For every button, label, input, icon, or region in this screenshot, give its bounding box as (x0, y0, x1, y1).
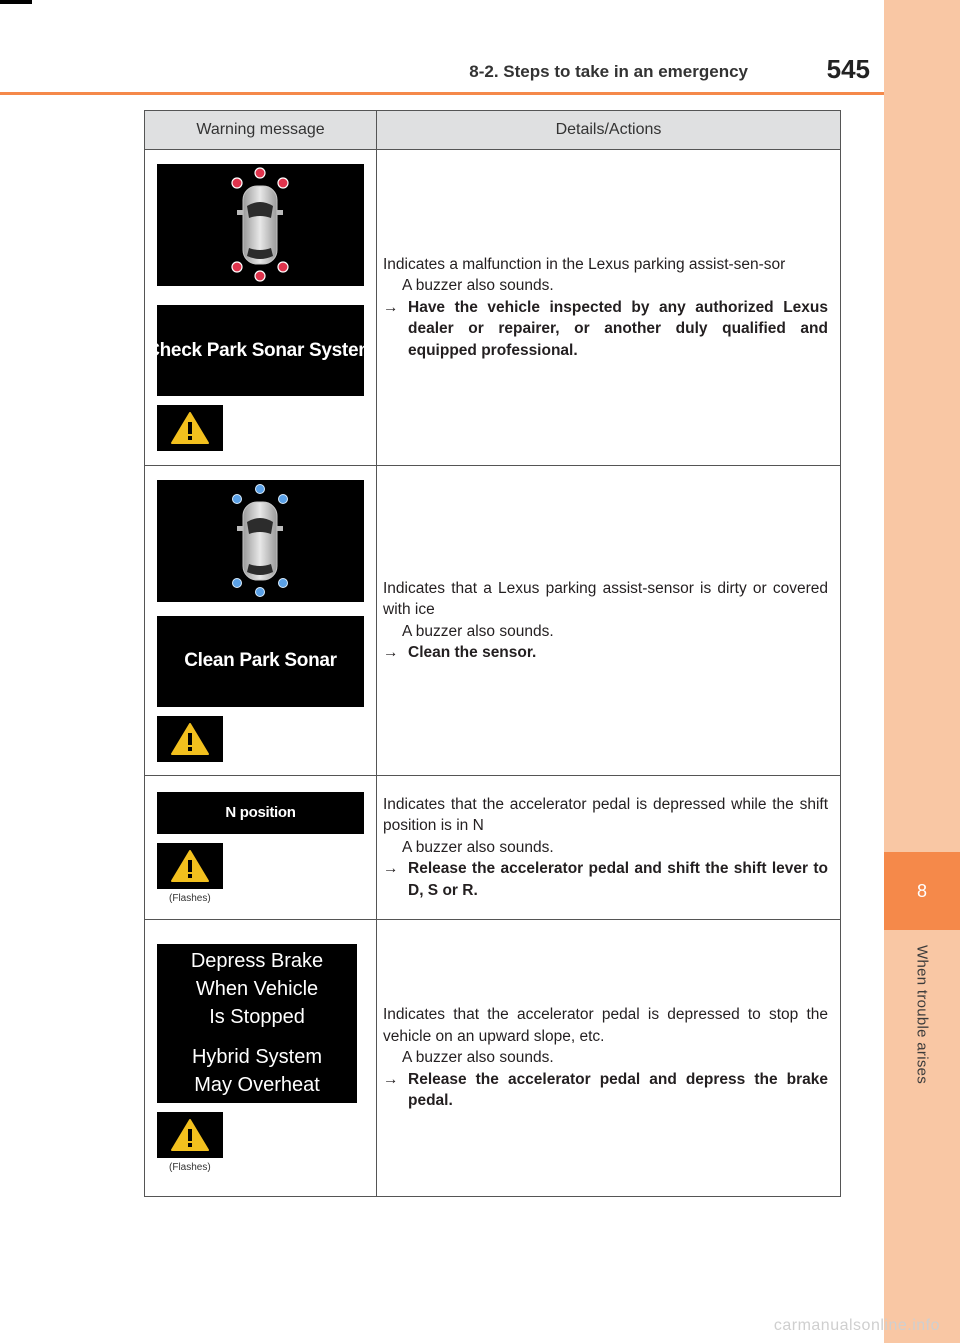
display-line: Hybrid System (191, 1046, 323, 1068)
warning-visuals (145, 920, 377, 1197)
display-message-screen (157, 944, 357, 1103)
table-row (145, 466, 841, 776)
display-message-screen (146, 305, 375, 396)
table-header-row (145, 111, 841, 150)
col-warning-message: Warning message (145, 111, 377, 150)
arrow-icon: → (383, 644, 399, 661)
display-message-screen (157, 616, 364, 707)
car-sensor-ice-icon (157, 480, 364, 602)
action-text: → Release the accelerator pedal and shift the shift lever to D, S or R. (383, 860, 828, 899)
car-with-blue-ice-sensor-icons (157, 480, 364, 602)
display-message-text: Clean Park Sonar (184, 650, 337, 671)
buzzer-note: A buzzer also sounds. (402, 1049, 554, 1067)
warning-visuals (145, 150, 377, 466)
warning-icon-box (157, 843, 223, 889)
header-rule (0, 92, 884, 95)
description-text: Indicates that a Lexus parking assist-sensor is dirty or covered with ice (383, 579, 828, 618)
description-text: Indicates that the accelerator pedal is depressed to stop the vehicle on an upward slope, etc. (383, 1006, 828, 1045)
table-row (145, 920, 841, 1197)
section-title: 8-2. Steps to take in an emergency (469, 62, 748, 81)
display-line: Is Stopped (209, 1006, 305, 1028)
page-header (0, 52, 884, 92)
warning-table (144, 110, 841, 1197)
warning-icon-box (157, 716, 223, 762)
col-details-actions: Details/Actions (377, 111, 841, 150)
display-message-text: Check Park Sonar System (146, 339, 375, 361)
car-sensor-red-icon (157, 164, 364, 286)
warning-visuals (145, 466, 377, 776)
action-text: → Clean the sensor. (383, 642, 828, 664)
action-text: → Have the vehicle inspected by any authorized Lexus dealer or repairer, or another duly qualified and equipped professional. (383, 298, 828, 359)
details-cell (377, 150, 841, 466)
warning-triangle-icon (170, 722, 210, 756)
details-cell (377, 466, 841, 776)
flashes-label: (Flashes) (169, 892, 211, 904)
warning-triangle-icon (170, 849, 210, 883)
chapter-title: When trouble arises (913, 945, 931, 1085)
buzzer-note: A buzzer also sounds. (402, 838, 554, 856)
display-message-screen (157, 792, 364, 834)
warning-triangle-icon (170, 1118, 210, 1152)
details-cell (377, 920, 841, 1197)
chapter-number: 8 (884, 852, 960, 930)
warning-triangle-icon (170, 411, 210, 445)
arrow-icon: → (383, 1070, 399, 1088)
car-with-red-sensor-icons (157, 164, 364, 286)
action-text: → Release the accelerator pedal and depress the brake pedal. (383, 1070, 828, 1110)
arrow-icon: → (383, 298, 399, 316)
flashes-label: (Flashes) (169, 1161, 211, 1173)
warning-visuals (145, 776, 377, 920)
page-number: 545 (826, 54, 870, 84)
description-text: Indicates a malfunction in the Lexus parking assist-sen-sor (383, 255, 786, 273)
buzzer-note: A buzzer also sounds. (402, 277, 554, 295)
display-line: When Vehicle (195, 978, 319, 1000)
details-cell (377, 776, 841, 920)
arrow-icon: → (383, 860, 399, 878)
display-line: Depress Brake (190, 950, 324, 972)
display-message-text: N position (225, 804, 296, 821)
crop-mark-left (0, 0, 32, 4)
chapter-side-tab (884, 0, 960, 1343)
table-row (145, 776, 841, 920)
table-row (145, 150, 841, 466)
warning-icon-box (157, 1112, 223, 1158)
display-line: May Overheat (194, 1074, 320, 1096)
watermark: carmanualsonline.info (773, 1317, 940, 1334)
buzzer-note: A buzzer also sounds. (402, 622, 554, 640)
warning-icon-box (157, 405, 223, 451)
description-text: Indicates that the accelerator pedal is depressed while the shift position is in N (383, 795, 828, 835)
